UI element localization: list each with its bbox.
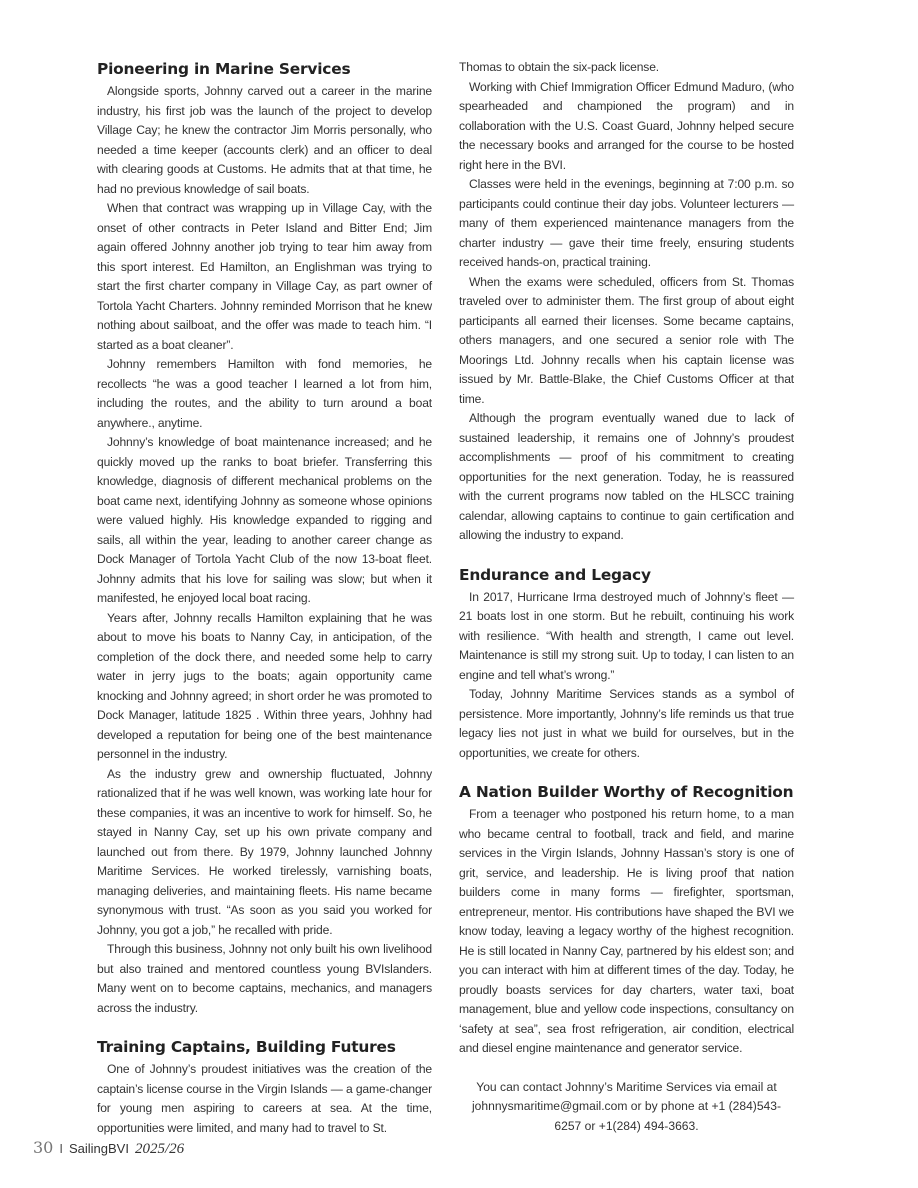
section-heading-nation-builder: A Nation Builder Worthy of Recognition (459, 783, 794, 801)
paragraph: Through this business, Johnny not only built his own livelihood but also trained and mentored countless young BVIslanders. Many went on to become captains, mechanics, and managers across the industry. (97, 942, 432, 1015)
paragraph: From a teenager who postponed his return home, to a man who became central to football, track and field, and marine services in the Virgin Islands, Johnny Hassan’s story is one of grit, service, and leadership. He is living proof that nation builders come in many forms — firefighter, sportsman, entrepreneur, mentor. His contributions have shaped the BVI we know today, leaving a legacy worthy of the highest recognition. He is still located in Nanny Cay, partnered by his eldest son; and you can interact with him at different times of the day. Today, he proudly boasts services for day charters, water taxi, boat management, blue and yellow code inspections, consultancy on ‘safety at sea”, sea frost refrigeration, air condition, electrical and diesel engine maintenance and generator service. (459, 807, 794, 1055)
paragraph: Today, Johnny Maritime Services stands as a symbol of persistence. More importantly, Johnny’s life reminds us that true legacy lies not just in what we build for ourselves, but in the opportunities, we create for others. (459, 687, 794, 760)
paragraph: Classes were held in the evenings, beginning at 7:00 p.m. so participants could continue their day jobs. Volunteer lecturers — many of them experienced maintenance managers from the charter industry — gave their time freely, ensuring students received hands-on, practical training. (459, 177, 794, 269)
footer-separator: I (59, 1141, 63, 1156)
magazine-name: SailingBVI (68, 1141, 129, 1156)
paragraph: In 2017, Hurricane Irma destroyed much of Johnny’s fleet — 21 boats lost in one storm. But he rebuilt, continuing his work with resilience. “With health and strength, I came out level. Maintenance is still my strong suit. Up to today, I can listen to an engine and tell what’s wrong.” (459, 589, 794, 682)
paragraph: Alongside sports, Johnny carved out a career in the marine industry, his first job was the launch of the project to develop Village Cay; he knew the contractor Jim Morris personally, who needed a time keeper (accounts clerk) and an officer to deal with clearing goods at Customs. He admits that at that time, he had no previous knowledge of sail boats. (97, 84, 432, 196)
paragraph: As the industry grew and ownership fluctuated, Johnny rationalized that if he was well known, was working late hour for these companies, it was an incentive to work for himself. So, he stayed in Nanny Cay, set up his own private company and launched out from there. By 1979, Johnny launched Johnny Maritime Services. He worked tirelessly, varnishing boats, managing deliveries, and maintaining fleets. His name became synonymous with trust. “As soon as you said you worked for Johnny, you got a job,” he recalled with pride. (97, 766, 432, 937)
paragraph: When that contract was wrapping up in Village Cay, with the onset of other contracts in Peter Island and Bitter End; Jim again offered Johnny another job trying to tear him away from this sport interest. Ed Hamilton, an Englishman was trying to start the first charter company in Village Cay, as part owner of Tortola Yacht Charters. Johnny reminded Morrison that he knew nothing about sailboat, and the offer was made to teach him. “I started as a boat cleaner”. (97, 201, 432, 352)
paragraph: Working with Chief Immigration Officer Edmund Maduro, (who spearheaded and championed the program) and in collaboration with the U.S. Coast Guard, Johnny helped secure the necessary books and arranged for the course to be hosted right here in the BVI. (459, 79, 794, 172)
paragraph: Johnny remembers Hamilton with fond memories, he recollects “he was a good teacher I learned a lot from him, including the routes, and the ability to turn around a boat anywhere., anytime. (97, 357, 432, 430)
section-heading-endurance: Endurance and Legacy (459, 565, 651, 584)
page-footer (33, 1138, 184, 1158)
left-column (97, 58, 432, 1138)
issue-label: 2025/26 (134, 1141, 185, 1157)
paragraph: Although the program eventually waned due to lack of sustained leadership, it remains one of Johnny’s proudest accomplishments — proof of his commitment to creating opportunities for the next generation. Today, he is reassured with the current programs now tabled on the HLSCC training calendar, allowing captains to continue to gain certification and allowing the industry to expand. (459, 411, 794, 542)
paragraph: Years after, Johnny recalls Hamilton explaining that he was about to move his boats to Nanny Cay, in anticipation, of the completion of the dock there, and needed some help to carry water in jerry jugs to the boats; again opportunity came knocking and Johnny agreed; in short order he was promoted to Dock Manager, latitude 1825 . Within three years, Johhny had developed a reputation for being one of the best maintenance personnel in the industry. (97, 610, 432, 761)
right-column (459, 58, 794, 1136)
section-heading-training: Training Captains, Building Futures (97, 1038, 396, 1056)
contact-info: You can contact Johnny’s Maritime Services via email at johnnysmaritime@gmail.com or by phone at +1 (284)543-6257 or +1(284) 494-3663. (471, 1079, 782, 1133)
paragraph: When the exams were scheduled, officers from St. Thomas traveled over to administer them. The first group of about eight participants all earned their licenses. Some became captains, others managers, and one secured a senior role with The Moorings Ltd. Johnny recalls when his captain license was issued by Mr. Battle-Blake, the Chief Customs Officer at that time. (459, 274, 794, 406)
paragraph-continuation: Thomas to obtain the six-pack license. (459, 60, 659, 74)
paragraph: One of Johnny’s proudest initiatives was the creation of the captain’s license course in the Virgin Islands — a game-changer for young men aspiring to careers at sea. At the time, opportunities were limited, and many had to travel to St. (97, 1062, 432, 1135)
paragraph: Johnny’s knowledge of boat maintenance increased; and he quickly moved up the ranks to boat briefer. Transferring this knowledge, diagnosis of different mechanical problems on the boat came next, identifying Johnny as someone whose opinions were valued highly. His knowledge expanded to rigging and sails, all within the year, leading to another career change as Dock Manager of Tortola Yacht Club of the now 13-boat fleet. Johnny admits that his love for sailing was slow; but when it manifested, he enjoyed local boat racing. (97, 435, 432, 605)
page-number: 30 (33, 1138, 54, 1157)
section-heading-pioneering: Pioneering in Marine Services (97, 60, 351, 78)
